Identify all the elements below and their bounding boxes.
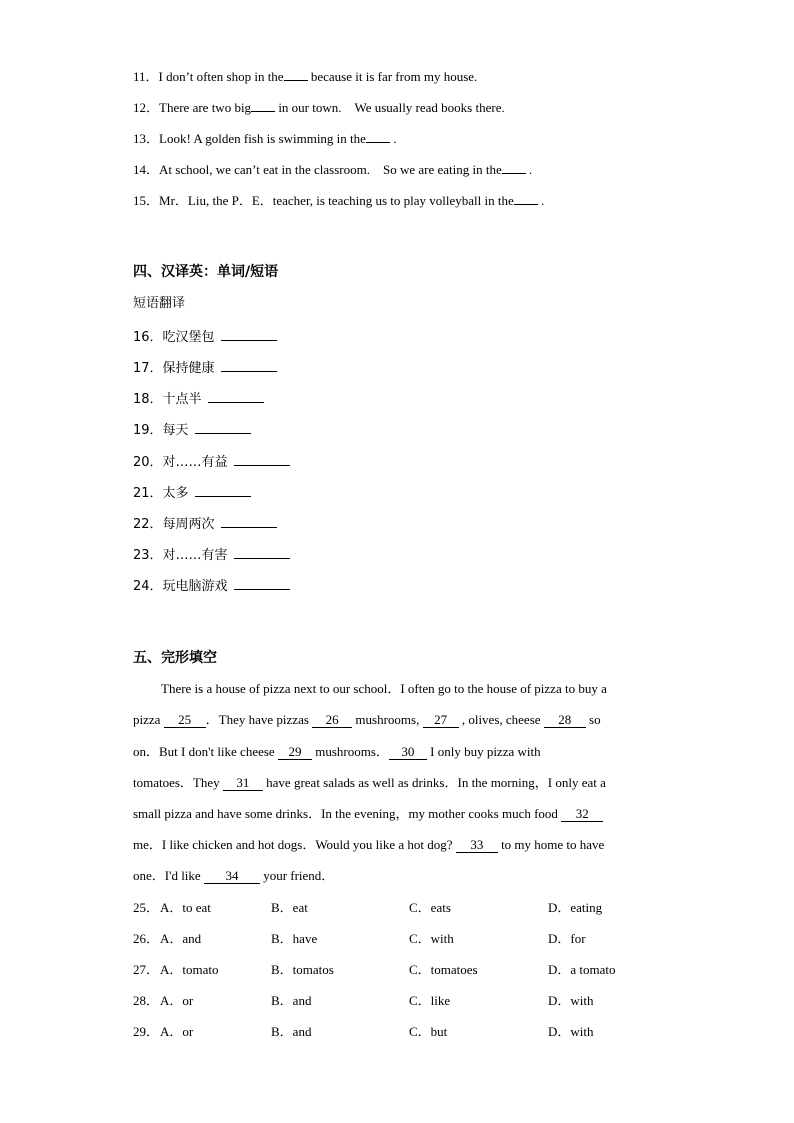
answer-blank[interactable] [234,546,290,559]
answer-blank[interactable] [221,359,277,372]
option-c[interactable]: C．but [409,1024,448,1039]
option-c[interactable]: C．like [409,993,451,1008]
question-text: because it is far from my house. [307,69,478,84]
passage-text: your friend． [259,868,335,883]
phrase-text: 每周两次 [162,517,215,532]
passage-text: one．I'd like [133,868,204,883]
question-text: . [537,193,545,208]
cloze-blank-29[interactable]: 29 [278,745,312,760]
passage-text: mushrooms． [311,744,389,759]
answer-blank[interactable] [234,453,290,466]
option-d[interactable]: D．a tomato [548,962,616,977]
cloze-blank-26[interactable]: 26 [312,713,352,728]
question-text: Look! A golden fish is swimming in the [159,131,366,146]
passage-line-7 [133,868,334,884]
question-number: 14． [133,162,160,177]
passage-text: mushrooms, [352,712,423,727]
passage-line-3 [133,744,541,760]
section-5-heading: 五、完形填空 [133,650,217,666]
phrase-text: 保持健康 [162,361,215,376]
answer-blank[interactable] [195,421,251,434]
answer-blank[interactable] [221,515,277,528]
translation-item-23 [133,546,290,564]
translation-item-17 [133,359,277,377]
phrase-text: 对……有害 [162,548,228,563]
translation-item-24 [133,577,290,595]
question-number: 24． [133,579,163,594]
answer-blank[interactable] [284,68,308,81]
passage-text: so [585,712,601,727]
question-11 [133,68,477,85]
option-d[interactable]: D．for [548,931,586,946]
passage-text: ．They have pizzas [205,712,313,727]
passage-text: I only buy pizza with [426,744,541,759]
option-d[interactable]: D．with [548,993,594,1008]
option-a[interactable]: A．or [160,1024,194,1039]
phrase-text: 每天 [162,423,189,438]
phrase-text: 太多 [162,486,189,501]
question-13 [133,130,396,147]
option-a[interactable]: A．or [160,993,194,1008]
passage-line-2 [133,712,601,728]
passage-text: tomatoes．They [133,775,223,790]
option-c[interactable]: C．eats [409,900,451,915]
passage-line-1 [161,681,607,697]
phrase-text: 吃汉堡包 [162,330,215,345]
passage-text: have great salads as well as drinks．In the morning，I only eat a [262,775,606,790]
question-number: 25． [133,900,160,915]
question-number: 13． [133,131,160,146]
question-text: There are two big [159,100,252,115]
question-number: 21． [133,486,163,501]
question-12 [133,99,505,116]
question-number: 22． [133,517,163,532]
option-a[interactable]: A．to eat [160,900,211,915]
cloze-blank-34[interactable]: 34 [204,869,260,884]
question-number: 16． [133,330,163,345]
passage-line-5 [133,806,603,822]
cloze-blank-27[interactable]: 27 [423,713,459,728]
translation-item-19 [133,421,251,439]
answer-blank[interactable] [251,99,275,112]
cloze-blank-30[interactable]: 30 [389,745,427,760]
cloze-blank-33[interactable]: 33 [456,838,498,853]
option-a[interactable]: A．and [160,931,202,946]
option-b[interactable]: B．eat [271,900,308,915]
question-number: 23． [133,548,163,563]
translation-item-22 [133,515,277,533]
passage-text: to my home to have [497,837,605,852]
translation-item-21 [133,484,251,502]
translation-item-16 [133,328,277,346]
question-text: in our town. We usually read books there. [275,100,505,115]
phrase-text: 对……有益 [162,455,228,470]
option-c[interactable]: C．with [409,931,454,946]
passage-text: small pizza and have some drinks．In the evening，my mother cooks much food [133,806,562,821]
section-4-subheading: 短语翻译 [133,296,186,311]
question-text: Mr．Liu, the P．E．teacher, is teaching us to play volleyball in the [159,193,514,208]
option-a[interactable]: A．tomato [160,962,219,977]
passage-text: pizza [133,712,164,727]
cloze-blank-25[interactable]: 25 [164,713,206,728]
option-c[interactable]: C．tomatoes [409,962,478,977]
phrase-text: 玩电脑游戏 [162,579,228,594]
phrase-text: 十点半 [162,392,202,407]
question-text: . [525,162,533,177]
option-b[interactable]: B．and [271,1024,312,1039]
answer-blank[interactable] [234,577,290,590]
passage-line-4 [133,775,606,791]
answer-blank[interactable] [366,130,390,143]
question-text: . [389,131,397,146]
question-number: 12． [133,100,160,115]
question-number: 27． [133,962,160,977]
translation-item-18 [133,390,264,408]
option-b[interactable]: B．have [271,931,318,946]
option-d[interactable]: D．with [548,1024,594,1039]
question-text: I don’t often shop in the [158,69,284,84]
cloze-blank-31[interactable]: 31 [223,776,263,791]
question-number: 18． [133,392,163,407]
answer-blank[interactable] [208,390,264,403]
question-number: 26． [133,931,160,946]
section-4-heading: 四、汉译英：单词/短语 [133,264,279,280]
answer-blank[interactable] [221,328,277,341]
passage-text: There is a house of pizza next to our school．I often go to the house of pizza to buy a [161,681,607,696]
answer-blank[interactable] [195,484,251,497]
question-number: 11． [133,69,159,84]
option-b[interactable]: B．tomatos [271,962,334,977]
passage-line-6 [133,837,604,853]
question-number: 19． [133,423,163,438]
question-text: At school, we can’t eat in the classroom. So we are eating in the [159,162,502,177]
question-number: 15． [133,193,160,208]
cloze-blank-32[interactable]: 32 [561,807,603,822]
question-number: 20． [133,455,163,470]
question-number: 29． [133,1024,160,1039]
question-number: 28． [133,993,160,1008]
passage-text: on．But I don't like cheese [133,744,278,759]
option-b[interactable]: B．and [271,993,312,1008]
answer-blank[interactable] [502,161,526,174]
question-15 [133,192,544,209]
translation-item-20 [133,453,290,471]
question-14 [133,161,532,178]
passage-text: , olives, cheese [458,712,544,727]
cloze-blank-28[interactable]: 28 [544,713,586,728]
passage-text: me．I like chicken and hot dogs．Would you like a hot dog? [133,837,456,852]
answer-blank[interactable] [514,192,538,205]
question-number: 17． [133,361,163,376]
option-d[interactable]: D．eating [548,900,603,915]
